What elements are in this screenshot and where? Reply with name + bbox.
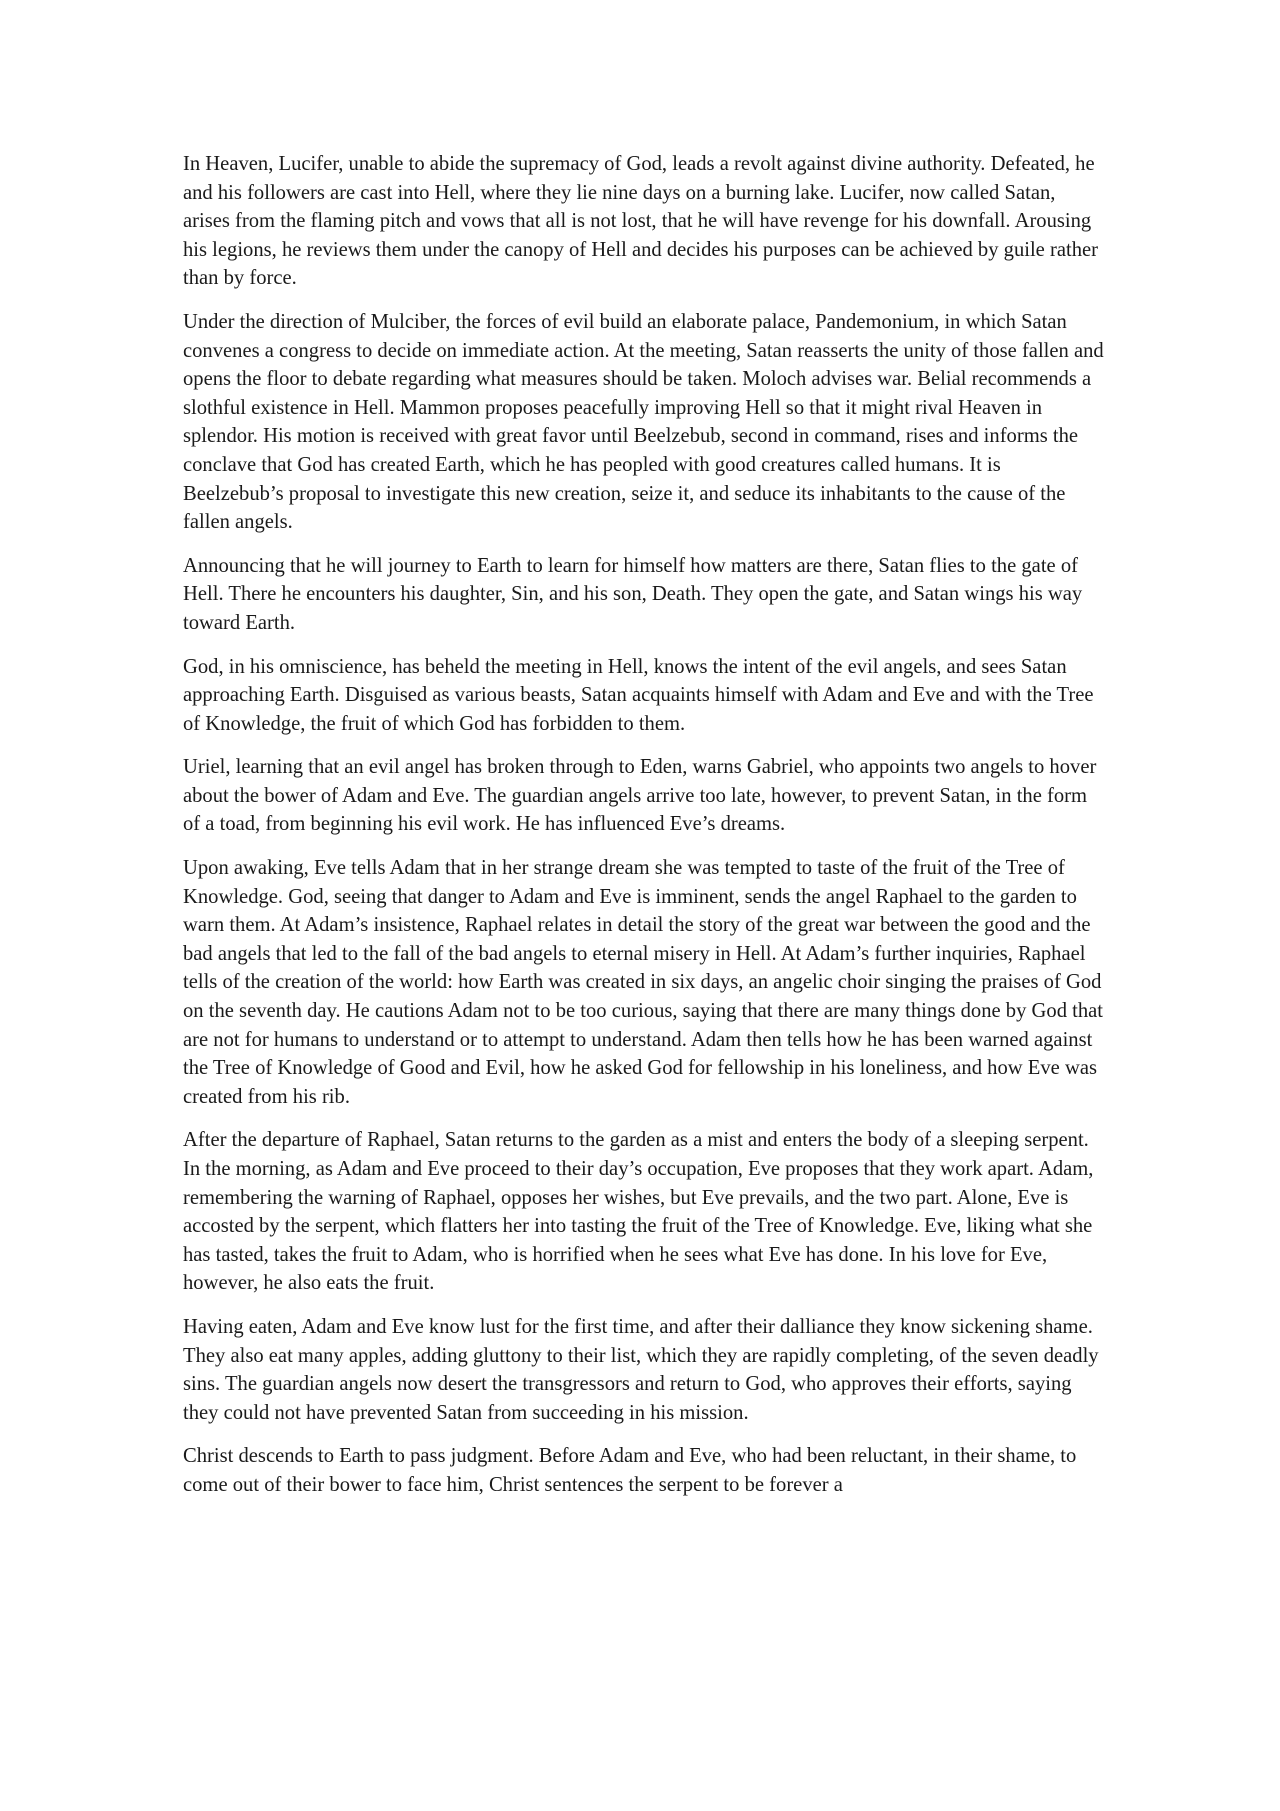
paragraph-9: Christ descends to Earth to pass judgment. Before Adam and Eve, who had been reluctant, in their shame, to come out of their bower to face him, Christ sentences the serpent to be forever a	[183, 1445, 1077, 1496]
paragraph-8: Having eaten, Adam and Eve know lust for the first time, and after their dalliance they know sickening shame. They also eat many apples, adding gluttony to their list, which they are rapidly completing, of the seven deadly sins. The guardian angels now desert the transgressors and return to God, who approves their efforts, saying they could not have prevented Satan from succeeding in his mission.	[183, 1315, 1099, 1424]
paragraph-1: In Heaven, Lucifer, unable to abide the supremacy of God, leads a revolt against divine authority. Defeated, he and his followers are cast into Hell, where they lie nine days on a burning lake. Lucifer, now called Satan, arises from the flaming pitch and vows that all is not lost, that he will have revenge for his downfall. Arousing his legions, he reviews them under the canopy of Hell and decides his purposes can be achieved by guile rather than by force.	[183, 153, 1098, 290]
paragraph-5: Uriel, learning that an evil angel has broken through to Eden, warns Gabriel, who appoints two angels to hover about the bower of Adam and Eve. The guardian angels arrive too late, however, to prevent Satan, in the form of a toad, from beginning his evil work. He has influenced Eve’s dreams.	[183, 756, 1097, 836]
paragraph-2: Under the direction of Mulciber, the forces of evil build an elaborate palace, Pandemonium, in which Satan convenes a congress to decide on immediate action. At the meeting, Satan reasserts the unity of those fallen and opens the floor to debate regarding what measures should be taken. Moloch advises war. Belial recommends a slothful existence in Hell. Mammon proposes peacefully improving Hell so that it might rival Heaven in splendor. His motion is received with great favor until Beelzebub, second in command, rises and informs the conclave that God has created Earth, which he has peopled with good creatures called humans. It is Beelzebub’s proposal to investigate this new creation, seize it, and seduce its inhabitants to the cause of the fallen angels.	[183, 310, 1104, 534]
paragraph-7: After the departure of Raphael, Satan returns to the garden as a mist and enters the body of a sleeping serpent. In the morning, as Adam and Eve proceed to their day’s occupation, Eve proposes that they work apart. Adam, remembering the warning of Raphael, opposes her wishes, but Eve prevails, and the two part. Alone, Eve is accosted by the serpent, which flatters her into tasting the fruit of the Tree of Knowledge. Eve, liking what she has tasted, takes the fruit to Adam, who is horrified when he sees what Eve has done. In his love for Eve, however, he also eats the fruit.	[183, 1129, 1094, 1295]
document-body	[183, 150, 1105, 1515]
paragraph-6: Upon awaking, Eve tells Adam that in her strange dream she was tempted to taste of the fruit of the Tree of Knowledge. God, seeing that danger to Adam and Eve is imminent, sends the angel Raphael to the garden to warn them. At Adam’s insistence, Raphael relates in detail the story of the great war between the good and the bad angels that led to the fall of the bad angels to eternal misery in Hell. At Adam’s further inquiries, Raphael tells of the creation of the world: how Earth was created in six days, an angelic choir singing the praises of God on the seventh day. He cautions Adam not to be too curious, saying that there are many things done by God that are not for humans to understand or to attempt to understand. Adam then tells how he has been warned against the Tree of Knowledge of Good and Evil, how he asked God for fellowship in his loneliness, and how Eve was created from his rib.	[183, 857, 1104, 1108]
paragraph-4: God, in his omniscience, has beheld the meeting in Hell, knows the intent of the evil angels, and sees Satan approaching Earth. Disguised as various beasts, Satan acquaints himself with Adam and Eve and with the Tree of Knowledge, the fruit of which God has forbidden to them.	[183, 655, 1094, 735]
paragraph-3: Announcing that he will journey to Earth to learn for himself how matters are there, Satan flies to the gate of Hell. There he encounters his daughter, Sin, and his son, Death. They open the gate, and Satan wings his way toward Earth.	[183, 554, 1083, 634]
